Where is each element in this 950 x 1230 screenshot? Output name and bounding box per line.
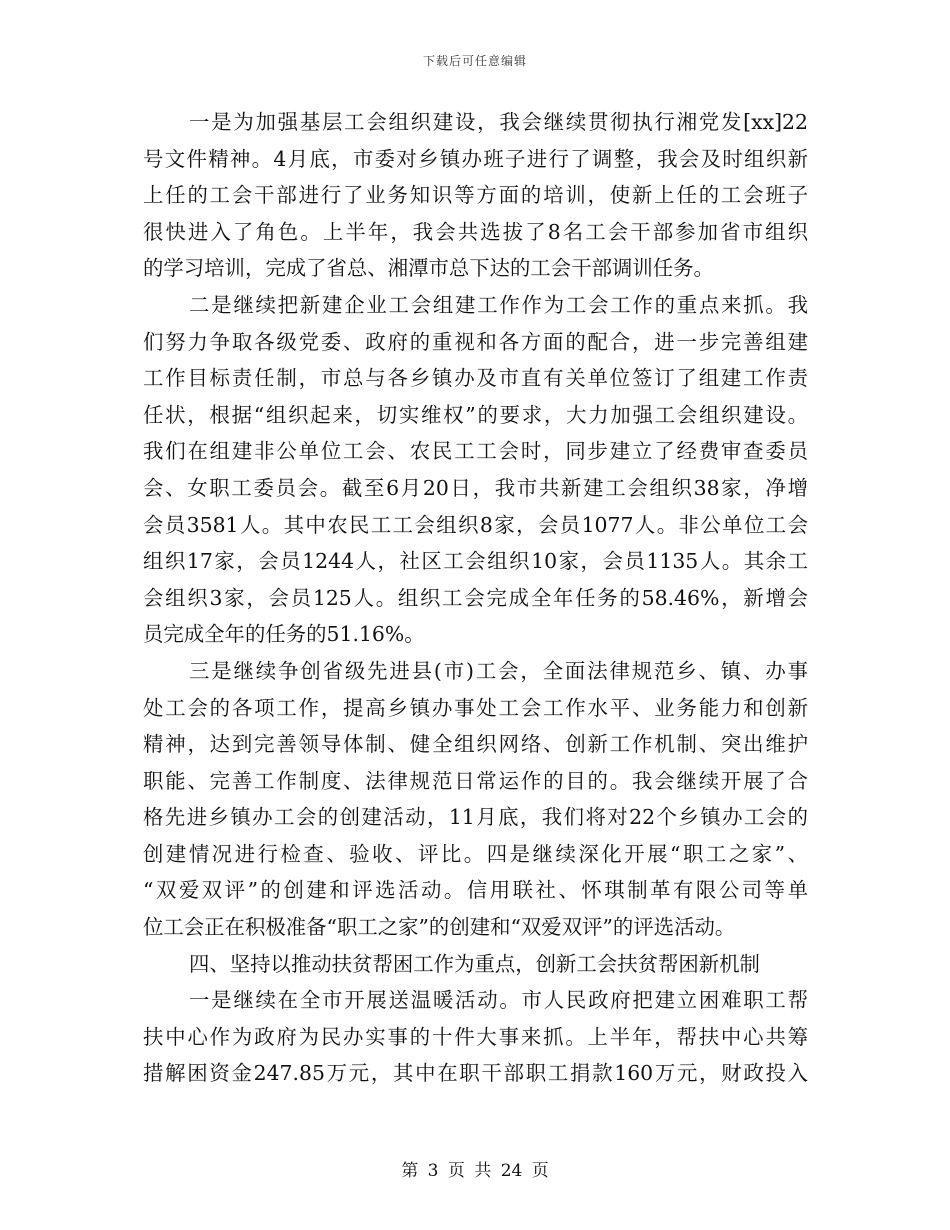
text-line: 精神，达到完善领导体制、健全组织网络、创新工作机制、突出维护 — [143, 732, 808, 757]
text-line: 位工会正在积极准备“职工之家”的创建和“双爱双评”的评选活动。 — [143, 915, 736, 940]
document-body — [143, 104, 808, 1092]
text-line: 格先进乡镇办工会的创建活动，11月底，我们将对22个乡镇办工会的 — [143, 805, 808, 830]
text-line: 一是继续在全市开展送温暖活动。市人民政府把建立困难职工帮 — [189, 988, 808, 1013]
text-line: 扶中心作为政府为民办实事的十件大事来抓。上半年，帮扶中心共筹 — [143, 1024, 808, 1049]
text-line: 工作目标责任制，市总与各乡镇办及市直有关单位签订了组建工作责 — [143, 366, 808, 391]
text-line: 会组织3家，会员125人。组织工会完成全年任务的58.46%，新增会 — [143, 585, 808, 610]
text-line: 组织17家，会员1244人，社区工会组织10家，会员1135人。其余工 — [143, 549, 808, 574]
text-line: 上任的工会干部进行了业务知识等方面的培训，使新上任的工会班子 — [143, 183, 808, 208]
text-line: 职能、完善工作制度、法律规范日常运作的目的。我会继续开展了合 — [143, 768, 808, 793]
text-line: 的学习培训，完成了省总、湘潭市总下达的工会干部调训任务。 — [143, 256, 714, 281]
text-line: 任状，根据“组织起来，切实维权”的要求，大力加强工会组织建设。 — [143, 402, 808, 427]
text-line: 创建情况进行检查、验收、评比。四是继续深化开展“职工之家”、 — [143, 841, 808, 866]
text-line: 会、女职工委员会。截至6月20日，我市共新建工会组织38家，净增 — [143, 475, 808, 500]
text-line: 很快进入了角色。上半年，我会共选拔了8名工会干部参加省市组织 — [143, 219, 808, 244]
page-header: 下载后可任意编辑 — [422, 54, 527, 68]
page-footer: 第 3 页 共 24 页 — [401, 1161, 549, 1181]
text-line: 员完成全年的任务的51.16%。 — [143, 622, 425, 647]
text-line: 三是继续争创省级先进县(市)工会，全面法律规范乡、镇、办事 — [189, 658, 808, 683]
text-line: 二是继续把新建企业工会组建工作作为工会工作的重点来抓。我 — [189, 292, 808, 317]
text-line: “双爱双评”的创建和评选活动。信用联社、怀琪制革有限公司等单 — [143, 878, 808, 903]
text-line: 们努力争取各级党委、政府的重视和各方面的配合，进一步完善组建 — [143, 329, 808, 354]
text-line: 处工会的各项工作，提高乡镇办事处工会工作水平、业务能力和创新 — [143, 695, 808, 720]
text-line: 措解困资金247.85万元，其中在职干部职工捐款160万元，财政投入 — [143, 1061, 808, 1086]
text-line: 四、坚持以推动扶贫帮困工作为重点，创新工会扶贫帮困新机制 — [189, 951, 760, 976]
text-line: 一是为加强基层工会组织建设，我会继续贯彻执行湘党发[xx]22 — [189, 110, 808, 134]
text-line: 会员3581人。其中农民工工会组织8家，会员1077人。非公单位工会 — [143, 512, 808, 537]
text-line: 我们在组建非公单位工会、农民工工会时，同步建立了经费审查委员 — [143, 439, 808, 464]
text-line: 号文件精神。4月底，市委对乡镇办班子进行了调整，我会及时组织新 — [143, 146, 808, 171]
